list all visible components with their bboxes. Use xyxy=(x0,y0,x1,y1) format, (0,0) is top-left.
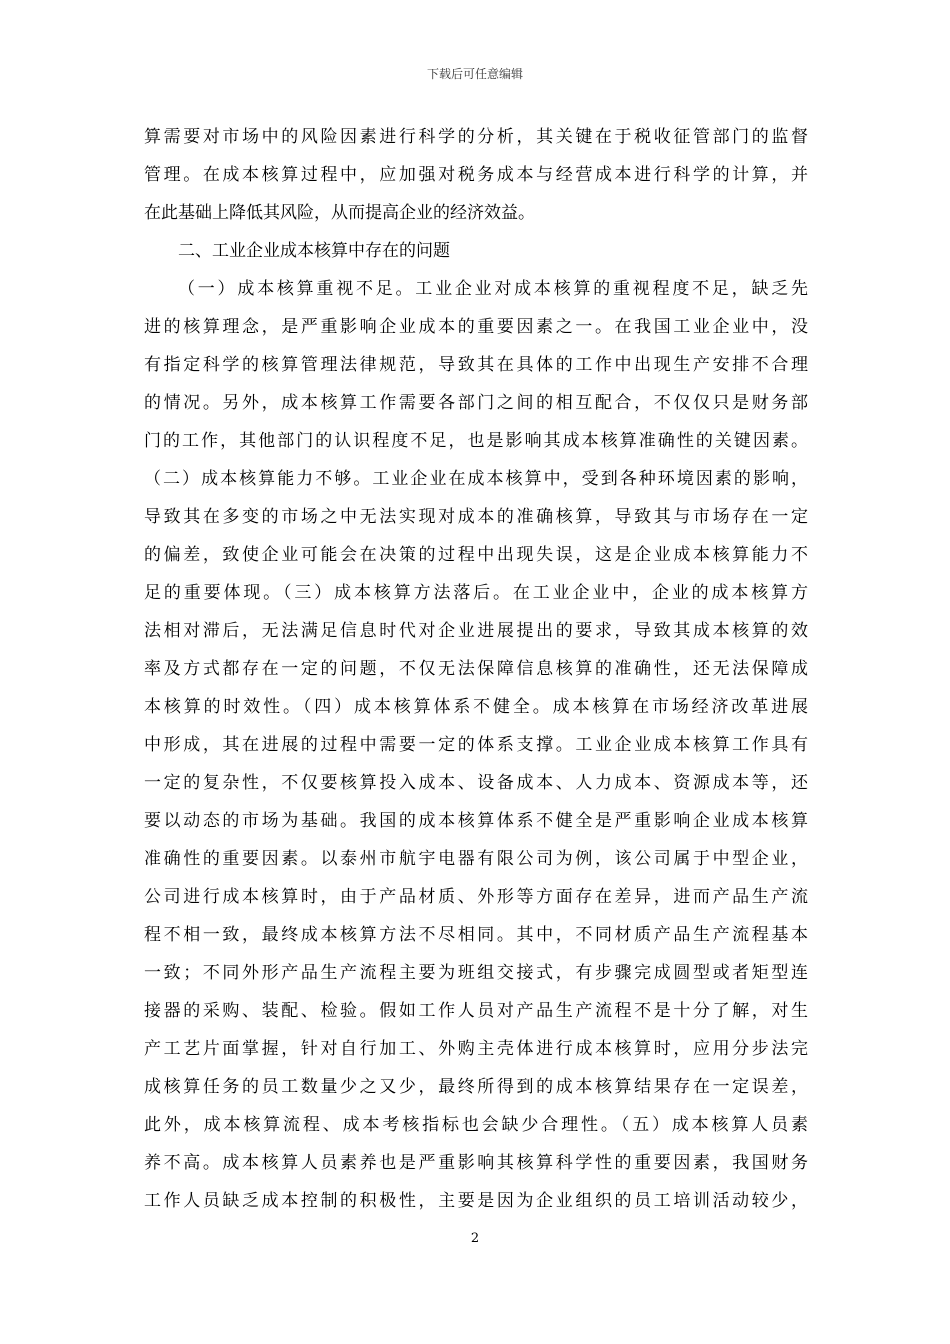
text-line: 的偏差，致使企业可能会在决策的过程中出现失误，这是企业成本核算能力不 xyxy=(144,545,808,565)
text-line: 养不高。成本核算人员素养也是严重影响其核算科学性的重要因素，我国财务 xyxy=(144,1153,808,1173)
page-header: 下载后可任意编辑 xyxy=(426,67,523,81)
text-line: 产工艺片面掌握，针对自行加工、外购主壳体进行成本核算时，应用分步法完 xyxy=(144,1039,808,1059)
text-line: 中形成，其在进展的过程中需要一定的体系支撑。工业企业成本核算工作具有 xyxy=(144,735,808,755)
text-line: 率及方式都存在一定的问题，不仅无法保障信息核算的准确性，还无法保障成 xyxy=(144,659,808,679)
text-line: 程不相一致，最终成本核算方法不尽相同。其中，不同材质产品生产流程基本 xyxy=(144,925,808,945)
section-heading: 二、工业企业成本核算中存在的问题 xyxy=(178,241,450,261)
text-line: 在此基础上降低其风险，从而提高企业的经济效益。 xyxy=(144,203,535,223)
document-body xyxy=(144,118,808,1220)
text-line: 足的重要体现。（三）成本核算方法落后。在工业企业中，企业的成本核算方 xyxy=(144,583,808,603)
text-line: （一）成本核算重视不足。工业企业对成本核算的重视程度不足，缺乏先 xyxy=(178,279,808,299)
text-line: 此外，成本核算流程、成本考核指标也会缺少合理性。（五）成本核算人员素 xyxy=(144,1115,808,1135)
text-line: 一致；不同外形产品生产流程主要为班组交接式，有步骤完成圆型或者矩型连 xyxy=(144,963,808,983)
text-line: 导致其在多变的市场之中无法实现对成本的准确核算，导致其与市场存在一定 xyxy=(144,507,808,527)
text-line: 法相对滞后，无法满足信息时代对企业进展提出的要求，导致其成本核算的效 xyxy=(144,621,808,641)
text-line: 公司进行成本核算时，由于产品材质、外形等方面存在差异，进而产品生产流 xyxy=(144,887,808,907)
text-line: 工作人员缺乏成本控制的积极性，主要是因为企业组织的员工培训活动较少， xyxy=(144,1191,808,1211)
text-line: 一定的复杂性，不仅要核算投入成本、设备成本、人力成本、资源成本等，还 xyxy=(144,773,808,793)
page-number: 2 xyxy=(470,1231,480,1246)
text-line: 要以动态的市场为基础。我国的成本核算体系不健全是严重影响企业成本核算 xyxy=(144,811,808,831)
text-line: 接器的采购、装配、检验。假如工作人员对产品生产流程不是十分了解，对生 xyxy=(144,1001,808,1021)
text-line: 门的工作，其他部门的认识程度不足，也是影响其成本核算准确性的关键因素。 xyxy=(144,431,808,451)
text-line: 本核算的时效性。（四）成本核算体系不健全。成本核算在市场经济改革进展 xyxy=(144,697,808,717)
text-line: 进的核算理念，是严重影响企业成本的重要因素之一。在我国工业企业中，没 xyxy=(144,317,808,337)
text-line: 算需要对市场中的风险因素进行科学的分析，其关键在于税收征管部门的监督 xyxy=(144,127,808,147)
text-line: 管理。在成本核算过程中，应加强对税务成本与经营成本进行科学的计算，并 xyxy=(144,165,808,185)
text-line: 的情况。另外，成本核算工作需要各部门之间的相互配合，不仅仅只是财务部 xyxy=(144,393,808,413)
text-line: 成核算任务的员工数量少之又少，最终所得到的成本核算结果存在一定误差， xyxy=(144,1077,808,1097)
text-line: （二）成本核算能力不够。工业企业在成本核算中，受到各种环境因素的影响， xyxy=(144,469,808,489)
text-line: 准确性的重要因素。以泰州市航宇电器有限公司为例，该公司属于中型企业， xyxy=(144,849,808,869)
text-line: 有指定科学的核算管理法律规范，导致其在具体的工作中出现生产安排不合理 xyxy=(144,355,808,375)
